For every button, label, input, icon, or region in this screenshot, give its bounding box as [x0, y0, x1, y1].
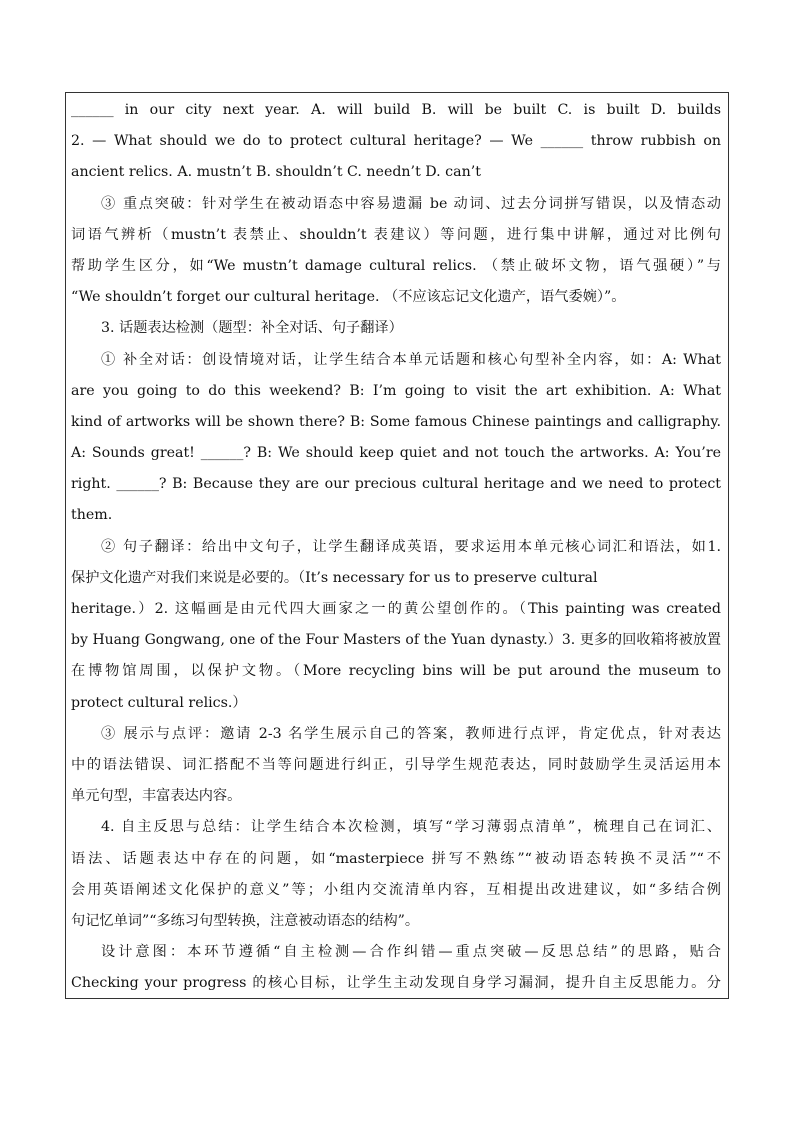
- text-line: kind of artworks will be shown there? B: Some famous Chinese paintings and calligraphy.: [71, 413, 721, 430]
- text-line: “We shouldn’t forget our cultural heritage. （不应该忘记文化遗产，语气委婉）”。: [71, 289, 626, 306]
- text-line: A: Sounds great! ______? B: We should keep quiet and not touch the artworks. A: You’re: [71, 445, 721, 462]
- text-line: Checking your progress 的核心目标，让学生主动发现自身学习漏洞，提升自主反思能力。分: [71, 975, 721, 992]
- text-line: 4. 自主反思与总结：让学生结合本次检测，填写“学习薄弱点清单”，梳理自己在词汇、: [101, 819, 721, 836]
- text-line: right. ______? B: Because they are our precious cultural heritage and we need to protect: [71, 476, 721, 493]
- text-line: 中的语法错误、词汇搭配不当等问题进行纠正，引导学生规范表达，同时鼓励学生灵活运用本: [71, 756, 721, 773]
- text-line: 在博物馆周围，以保护文物。（More recycling bins will be put around the museum to: [71, 663, 721, 680]
- text-line: ③ 重点突破：针对学生在被动语态中容易遗漏 be 动词、过去分词拼写错误，以及情态动: [101, 195, 721, 212]
- text-line: ancient relics. A. mustn’t B. shouldn’t C. needn’t D. can’t: [71, 164, 481, 181]
- text-line: 词语气辨析（mustn’t 表禁止、shouldn’t 表建议）等问题，进行集中讲解，通过对比例句: [71, 226, 721, 243]
- text-line: protect cultural relics.）: [71, 694, 247, 711]
- text-line: are you going to do this weekend? B: I’m going to visit the art exhibition. A: What: [71, 382, 721, 399]
- text-line: ② 句子翻译：给出中文句子，让学生翻译成英语，要求运用本单元核心词汇和语法，如1.: [101, 538, 721, 555]
- text-line: 帮助学生区分，如“We mustn’t damage cultural relics. （禁止破坏文物，语气强硬）”与: [71, 257, 721, 274]
- text-line: 3. 话题表达检测（题型：补全对话、句子翻译）: [101, 320, 403, 337]
- text-line: ① 补全对话：创设情境对话，让学生结合本单元话题和核心句型补全内容，如：A: What: [101, 351, 721, 368]
- lesson-text-block: [71, 95, 721, 999]
- text-line: by Huang Gongwang, one of the Four Masters of the Yuan dynasty.）3. 更多的回收箱将被放置: [71, 632, 721, 649]
- text-line: 保护文化遗产对我们来说是必要的。（It’s necessary for us to preserve cultural: [71, 569, 598, 586]
- text-line: 句记忆单词”“多练习句型转换，注意被动语态的结构”。: [71, 912, 420, 929]
- text-line: them.: [71, 507, 113, 524]
- text-line: ______ in our city next year. A. will build B. will be built C. is built D. builds: [71, 102, 721, 118]
- text-line: ③ 展示与点评：邀请 2-3 名学生展示自己的答案，教师进行点评，肯定优点，针对表达: [101, 725, 721, 742]
- text-line: heritage.）2. 这幅画是由元代四大画家之一的黄公望创作的。（This painting was created: [71, 601, 721, 617]
- text-line: 2. — What should we do to protect cultural heritage? — We ______ throw rubbish on: [71, 133, 721, 150]
- text-line: 会用英语阐述文化保护的意义”等；小组内交流清单内容，互相提出改进建议，如“多结合例: [71, 881, 721, 898]
- text-line: 单元句型，丰富表达内容。: [71, 788, 242, 805]
- text-line: 语法、话题表达中存在的问题，如“masterpiece 拼写不熟练”“被动语态转换不灵活”“不: [71, 850, 721, 867]
- text-line: 设计意图：本环节遵循“自主检测—合作纠错—重点突破—反思总结”的思路，贴合: [101, 944, 721, 961]
